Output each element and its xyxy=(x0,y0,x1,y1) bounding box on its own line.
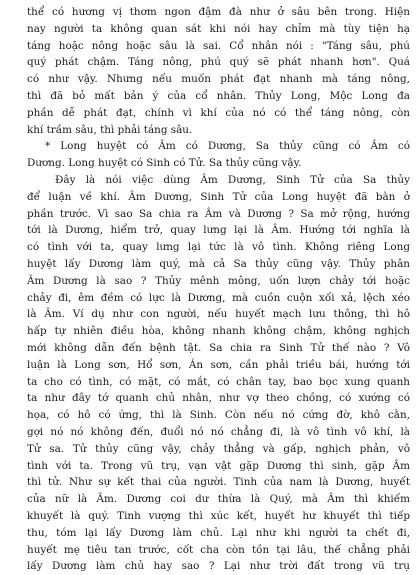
text-line: lấy Dương làm chủ hay sao ? Lại như trời đất trong vũ trụ xyxy=(27,560,410,573)
text-line: luận là Long sơn, Hổ sơn, Án sơn, cần phải triều bái, hướng tới xyxy=(27,358,410,371)
text-line: thì tử. Như sự kết thai của người. Tinh của nam là Dương, huyết xyxy=(27,476,410,489)
text-line: gợi nó nó không đến, đuổi nó nó chẳng đi, là vô tình vô khí, là xyxy=(27,425,410,438)
text-line: mới không dẫn đến bệnh tật. Sa chia ra Sinh Tử thế nào ? Vô xyxy=(27,341,410,354)
paragraph-2 xyxy=(27,138,410,172)
text-line: phần trước. Vì sao Sa chia ra Âm và Dương ? Sa mở rộng, hướng xyxy=(27,207,410,220)
text-line: hấp tự nhiên điều hòa, không nhanh không chậm, không nghịch xyxy=(27,325,410,338)
text-line: khuyết là quý. Tinh vượng thì xúc kết, huyết hư khuyết thì tiếp xyxy=(27,509,410,522)
text-line: khí trầm sâu, thì phải táng sâu. xyxy=(27,123,193,136)
text-line: để luận về khí. Âm Dương, Sinh Tử của Long huyệt đã bàn ở xyxy=(27,190,410,203)
text-line: ta cho có tình, có mặt, có mắt, có chân tay, bao bọc xung quanh xyxy=(27,375,410,388)
text-line: là Âm. Ví dụ như con người, nếu huyết mạch lưu thông, thì hô xyxy=(27,308,410,321)
text-line: ta như đây tớ quanh chủ nhân, như vợ theo chồng, có xướng có xyxy=(27,392,410,405)
text-line: của nữ là Âm. Dương coi dư thừa là Quý, mà Âm thì khiếm xyxy=(27,493,410,506)
text-line: tới là Dương, hiểm trở, quay lưng lại là Âm. Hướng tới nghĩa là xyxy=(27,224,410,237)
text-line: thể có hương vị thơm ngon đậm đà như ở sâu bên trong. Hiện xyxy=(27,6,410,18)
text-line: huyệt lấy Dương làm quý, mà cả Sa thủy cũng vậy. Thủy phân xyxy=(27,257,410,270)
text-line: Âm Dương là sao ? Thủy mênh mông, uốn lượn chảy tới hoặc xyxy=(27,274,410,287)
text-line: thu, tóm lại lấy Dương làm chủ. Lại như khi người ta chết đi, xyxy=(27,526,410,539)
text-line: táng hoặc nông hoặc sâu là sai. Cổ nhân nói : "Táng sâu, phú xyxy=(27,39,410,52)
text-line: thì đã bỏ mất bản ý của cổ nhân. Thủy Long, Mộc Long đa xyxy=(27,89,410,102)
text-line: có như vậy. Nhưng nếu muốn phát đạt nhanh mà táng nông, xyxy=(27,73,410,86)
text-line: phần dễ phát đạt, chính vì khí của nó có thể táng nông, còn xyxy=(27,106,410,119)
text-line: họa, có hô có ứng, thì là Sinh. Còn nếu nó cứng đờ, khô cằn, xyxy=(27,409,410,422)
paragraph-1 xyxy=(27,4,410,138)
text-line: Tử sa. Tử thủy cũng vậy, chảy thẳng và gấp, nghịch phản, vô xyxy=(27,442,410,455)
text-line: * Long huyệt có Âm có Dương, Sa thủy cũng có Âm có xyxy=(45,140,410,153)
text-line: tình với ta. Trong vũ trụ, vạn vật gặp Dương thì sinh, gặp Âm xyxy=(27,459,410,472)
text-line: chảy đi, êm đềm có lực là Dương, mà cuồn cuộn xối xả, lệch xéo xyxy=(27,291,410,304)
text-line: huyết mẹ tiêu tan trước, cốt cha còn tồn tại lâu, thế chẳng phải xyxy=(27,543,410,556)
text-line: quý phát chậm. Táng nông, phú quý sẽ phát nhanh hơn". Quá xyxy=(27,56,410,69)
text-line: nay người ta không quan sát khi nói hay chỉm mà tùy tiện hạ xyxy=(27,22,410,35)
paragraph-3 xyxy=(27,172,410,575)
text-line: Dương. Long huyệt có Sinh có Tử. Sa thủy cũng vậy. xyxy=(27,157,302,170)
text-line: có tình với ta, quay lưng lại tức là vô tình. Không riêng Long xyxy=(27,241,410,254)
text-line: Đây là nói việc dùng Âm Dương, Sinh Tử của Sa thủy xyxy=(55,173,410,186)
